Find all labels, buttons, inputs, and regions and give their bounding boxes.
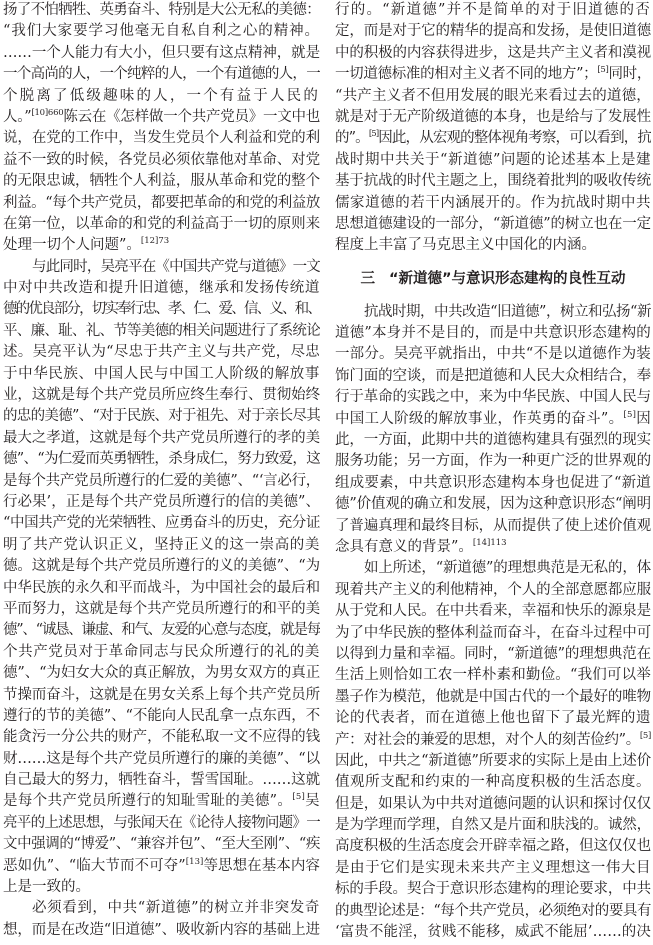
- text-line: [3, 620, 320, 641]
- line-text: 就是对于无产阶级道德的本身，也是给与了发展性: [335, 108, 651, 125]
- line-text: 节操而奋斗，这就是在男女关系上每个共产党员所: [3, 686, 320, 703]
- text-segment: 人。”: [3, 108, 32, 125]
- line-text: 德”、“为妇女大众的真正解放，为男女双方的真正: [3, 665, 320, 682]
- text-line: [3, 385, 320, 406]
- line-text: 但是，如果认为中共对道德问题的认识和探讨仅仅: [335, 795, 651, 812]
- text-segment: 吴: [305, 793, 320, 810]
- text-line: [3, 920, 320, 941]
- line-text: 从于党和人民。在中共看来，幸福和快乐的源泉是: [335, 603, 651, 620]
- line-text: 程度上丰富了马克思主义中国化的内涵。: [335, 237, 596, 254]
- text-line: [335, 794, 651, 815]
- text-line: [335, 451, 651, 472]
- text-line: [335, 537, 651, 558]
- text-line: [335, 922, 651, 943]
- text-line: [335, 473, 651, 494]
- line-text: 德”、“诚恳、谦虚、和气、友爱的心意与态度，就是每: [3, 622, 320, 639]
- line-text: 抗战时期，中共改造“旧道德”，树立和弘扬“新: [364, 303, 651, 320]
- line-text: 想，而是在改造“旧道德”、吸收新内容的基础上进: [3, 921, 320, 938]
- line-text: 述。吴亮平认为“尽忠于共产主义与共产党，尽忠: [3, 344, 320, 361]
- line-text: 上是一致的。: [3, 879, 90, 896]
- text-line: [3, 150, 320, 171]
- text-line: [335, 623, 651, 644]
- line-text: 道德”本身并不是目的，而是中共意识形态建构的: [335, 325, 651, 342]
- section-number: 三: [360, 270, 375, 287]
- text-segment: 一切道德标准的相对主义者不同的地方”；: [335, 66, 598, 83]
- text-line: [3, 770, 320, 791]
- line-text: 财……这是每个共产党员所遵行的廉的美德”、“以: [3, 750, 320, 767]
- citation-superscript: [5]: [623, 409, 637, 420]
- text-line: [3, 321, 320, 342]
- text-line: [335, 516, 651, 537]
- text-line: [335, 323, 651, 344]
- text-line: [3, 492, 320, 513]
- line-text: 德”价值观的确立和发展，因为这种意识形态“阐明: [335, 496, 651, 513]
- text-line: [335, 128, 651, 149]
- text-line: [3, 128, 320, 149]
- text-line: [335, 171, 651, 192]
- paragraph: [335, 558, 651, 943]
- line-text: 中华民族的永久和平而战斗，为中国社会的最后和: [3, 579, 320, 596]
- text-line: [335, 344, 651, 365]
- text-line: [3, 299, 320, 320]
- line-text: [335, 128, 651, 149]
- text-line: [3, 171, 320, 192]
- line-text: 现着共产主义的利他精神，个人的全部意愿都应服: [335, 581, 651, 598]
- text-line: [3, 535, 320, 556]
- text-line: [3, 471, 320, 492]
- line-text: 中对中共改造和提升旧道德，继承和发扬传统道: [3, 280, 320, 297]
- line-text: 益不一致的时候，各党员必须依靠他对革命、对党: [3, 151, 320, 168]
- line-text: 一个高尚的人，一个纯粹的人，一个有道德的人，一: [3, 66, 320, 83]
- line-text: 最大之孝道，这就是每个共产党员所遵行的孝的美: [3, 429, 320, 446]
- line-text: 行的。“新道德”并不是简单的对于旧道德的否: [335, 2, 651, 18]
- line-text: 与此同时，吴亮平在《中国共产党与道德》一文: [32, 258, 320, 275]
- line-text: [335, 409, 651, 430]
- line-text: 了普遍真理和最终目标，从而提供了使上述价值观: [335, 517, 651, 534]
- line-text: 一部分。吴亮平就指出，中共“不是以道德作为装: [335, 346, 651, 363]
- line-text: 墨子作为模范，他就是中国古代的一个最好的唯物: [335, 688, 651, 705]
- line-text: 德的优良部分，切实奉行忠、孝、仁、爱、信、义、和、: [3, 301, 320, 318]
- line-text: 以得到力量和幸福。同时，“新道德”的理想典范在: [335, 645, 651, 662]
- line-text: 此，一方面，此期中共的道德构建具有强烈的现实: [335, 432, 651, 449]
- line-text: [3, 791, 320, 812]
- citation-superscript: [5]: [597, 65, 609, 76]
- line-text: “我们大家要学习他毫无自私自利之心的精神。: [3, 23, 320, 40]
- line-text: 为了中华民族的整体利益而奋斗，在奋斗过程中可: [335, 624, 651, 641]
- text-line: [3, 663, 320, 684]
- text-segment: 产：对社会的兼爱的思想，对个人的刻苦俭约”。: [335, 731, 640, 748]
- citation-superscript: [5]: [639, 730, 651, 741]
- line-text: 组成要素，中共意识形态建构本身也促进了“新道: [335, 474, 651, 491]
- text-line: [3, 43, 320, 64]
- text-line: [3, 86, 320, 107]
- text-line: [335, 0, 651, 21]
- text-segment: 同时，: [608, 66, 651, 83]
- line-text: 德”、“为仁爱而英勇牺牲，杀身成仁，努力致爱，这: [3, 451, 320, 468]
- text-segment: 的”。: [335, 130, 369, 147]
- line-text: 论的代表者，而在道德上他也留下了最光辉的遗: [335, 710, 651, 727]
- text-line: [3, 449, 320, 470]
- section-heading: [335, 257, 651, 302]
- text-line: [3, 706, 320, 727]
- line-text: [3, 235, 169, 256]
- line-text: 能贪污一分公共的财产，不能私取一文不应得的钱: [3, 729, 320, 746]
- text-line: [3, 642, 320, 663]
- text-line: [335, 150, 651, 171]
- line-text: 是每个共产党员所遵行的仁爱的美德”、“‘言必行，: [3, 472, 320, 489]
- line-text: 如上所述，“新道德”的理想典范是无私的，体: [364, 560, 651, 577]
- line-text: 值观所支配和约束的一种高度积极的生活态度。: [335, 774, 651, 791]
- line-text: 扬了不怕牺牲、英勇奋斗、特别是大公无私的美德：: [3, 2, 320, 18]
- paragraph: [335, 302, 651, 559]
- text-line: [3, 214, 320, 235]
- text-line: [3, 599, 320, 620]
- text-line: [3, 749, 320, 770]
- line-text: [335, 64, 651, 85]
- text-segment: 念具有意义的背景”。: [335, 538, 473, 555]
- line-text: 生活上则恰如工农一样朴素和勤俭。“我们可以举: [335, 667, 651, 684]
- text-line: [335, 858, 651, 879]
- citation-superscript: [13]: [185, 856, 204, 867]
- text-line: [335, 86, 651, 107]
- line-text: 的忠的美德”、“对于民族、对于祖先、对于亲长尽其: [3, 408, 320, 425]
- text-line: [3, 235, 320, 256]
- line-text: 行必果’，正是每个共产党员所遵行的信的美德”、: [3, 493, 320, 510]
- text-line: [3, 856, 320, 877]
- line-text: [3, 856, 320, 877]
- line-text: 思想道德建设的一部分，“新道德”的树立也在一定: [335, 215, 651, 232]
- text-line: [335, 879, 651, 900]
- text-line: [335, 644, 651, 665]
- text-line: [3, 278, 320, 299]
- text-segment: 因此，从宏观的整体视角考察，可以看到，抗: [378, 130, 651, 147]
- text-line: [335, 730, 651, 751]
- line-text: 利益。“每个共产党员，都要把革命的和党的利益放: [3, 194, 320, 211]
- text-line: [3, 813, 320, 834]
- line-text: 平、廉、耻、礼、节等美德的相关问题进行了系统论: [3, 322, 320, 339]
- text-line: [3, 257, 320, 278]
- text-line: [335, 665, 651, 686]
- line-text: 的典型论述是：“每个共产党员，必须绝对的要具有: [335, 902, 651, 919]
- text-segment: 处理一切个人问题”。: [3, 237, 141, 254]
- text-line: [335, 580, 651, 601]
- line-text: 在第一位，以革命的和党的利益高于一切的原则来: [3, 215, 320, 232]
- citation-superscript: [5]: [292, 792, 306, 803]
- text-line: [3, 107, 320, 128]
- line-text: 文中强调的“博爱”、“兼容并包”、“至大至刚”、“疾: [3, 836, 320, 853]
- citation-superscript: [12]73: [140, 236, 170, 247]
- text-line: [335, 687, 651, 708]
- line-text: 行于革命的实践之中，来为中华民族、中国人民与: [335, 389, 651, 406]
- text-line: [3, 21, 320, 42]
- right-column-upper-text: [335, 0, 651, 257]
- line-text: [3, 107, 320, 128]
- text-line: [3, 342, 320, 363]
- text-line: [335, 214, 651, 235]
- text-line: [3, 834, 320, 855]
- citation-superscript: [14]113: [472, 537, 507, 548]
- line-text: 业，这就是每个共产党员所应终生奉行、贯彻始终: [3, 387, 320, 404]
- text-line: [3, 364, 320, 385]
- line-text: 平而努力，这就是每个共产党员所遵行的和平的美: [3, 600, 320, 617]
- text-line: [335, 815, 651, 836]
- citation-superscript: [5]: [368, 129, 379, 140]
- line-text: 饰门面的空谈，而是把道德和人民大众相结合，奉: [335, 367, 651, 384]
- paragraph: [3, 898, 320, 941]
- line-text: 遵行的节的美德”、“不能向人民乱拿一点东西，不: [3, 707, 320, 724]
- line-text: 的无限忠诚，牺牲个人利益，服从革命和党的整个: [3, 173, 320, 190]
- text-line: [335, 430, 651, 451]
- line-text: 是由于它们是实现未来共产主义理想这一伟大目: [335, 859, 651, 876]
- text-segment: 恶如仇”、“临大节而不可夺”: [3, 857, 186, 874]
- text-line: [3, 727, 320, 748]
- line-text: 于中华民族、中国人民与中国工人阶级的解放事: [3, 365, 320, 382]
- text-line: [335, 409, 651, 430]
- text-line: [335, 21, 651, 42]
- text-line: [335, 708, 651, 729]
- section-title: “新道德”与意识形态建构的良性互动: [388, 270, 626, 287]
- text-line: [335, 494, 651, 515]
- text-line: [3, 685, 320, 706]
- text-line: [335, 193, 651, 214]
- line-text: 标的手段。契合于意识形态建构的理论要求，中共: [335, 881, 651, 898]
- text-line: [335, 107, 651, 128]
- text-line: [3, 406, 320, 427]
- line-text: 德。这就是每个共产党员所遵行的义的美德”、“为: [3, 558, 320, 575]
- left-column: [3, 0, 320, 941]
- line-text: 服务功能；另一方面，作为一种更广泛的世界观的: [335, 453, 651, 470]
- text-line: [335, 366, 651, 387]
- text-line: [3, 193, 320, 214]
- text-line: [3, 578, 320, 599]
- line-text: 个脱离了低级趣味的人，一个有益于人民的: [3, 87, 320, 104]
- right-column-lower-text: [335, 302, 651, 944]
- text-line: [335, 43, 651, 64]
- line-text: 亮平的上述思想，与张闻天在《论待人接物问题》一: [3, 814, 320, 831]
- text-segment: 因: [636, 410, 651, 427]
- text-line: [335, 836, 651, 857]
- text-line: [335, 387, 651, 408]
- text-line: [335, 558, 651, 579]
- text-line: [3, 556, 320, 577]
- text-line: [335, 901, 651, 922]
- line-text: ‘富贵不能淫，贫贱不能移，威武不能屈’……的决: [335, 924, 651, 941]
- text-line: [335, 64, 651, 85]
- line-text: 因此，中共之“新道德”所要求的实际上是由上述价: [335, 752, 651, 769]
- text-line: [335, 601, 651, 622]
- line-text: “共产主义者不但用发展的眼光来看过去的道德，: [335, 87, 651, 104]
- text-segment: 中国工人阶级的解放事业，作英勇的奋斗”。: [335, 410, 624, 427]
- paragraph: [335, 0, 651, 257]
- line-text: 说，在党的工作中，当发生党员个人利益和党的利: [3, 130, 320, 147]
- text-line: [335, 751, 651, 772]
- text-line: [335, 772, 651, 793]
- text-line: [3, 513, 320, 534]
- text-line: [335, 302, 651, 323]
- line-text: [335, 537, 507, 558]
- text-line: [3, 898, 320, 919]
- line-text: 明了共产党认识正义，坚持正义的这一崇高的美: [3, 536, 320, 553]
- line-text: ……一个人能力有大小，但只要有这点精神，就是: [3, 44, 320, 61]
- line-text: 必须看到，中共“新道德”的树立并非突发奇: [32, 900, 320, 917]
- line-text: 儒家道德的若干内涵展开的。作为抗战时期中共: [335, 194, 651, 211]
- line-text: 个共产党员对于革命同志与民众所遵行的礼的美: [3, 643, 320, 660]
- text-line: [3, 877, 320, 898]
- text-segment: 等思想在基本内容: [203, 857, 320, 874]
- line-text: “中国共产党的光荣牺牲、应勇奋斗的历史，充分证: [3, 515, 320, 532]
- right-column: [335, 0, 651, 943]
- paragraph: [3, 0, 320, 257]
- text-line: [3, 791, 320, 812]
- line-text: 战时期中共关于“新道德”问题的论述基本上是建: [335, 151, 651, 168]
- text-line: [335, 235, 651, 256]
- line-text: 基于抗战的时代主题之上，围绕着批判的吸收传统: [335, 173, 651, 190]
- text-segment: 是每个共产党员所遵行的知耻雪耻的美德”。: [3, 793, 293, 810]
- line-text: 自己最大的努力，牺牲奋斗，誓雪国耻。……这就: [3, 772, 320, 789]
- text-line: [3, 64, 320, 85]
- citation-superscript: [10]660: [31, 107, 64, 118]
- line-text: 中的积极的内容获得进步，这是共产主义者和漠视: [335, 44, 651, 61]
- line-text: 高度积极的生活态度会开辟幸福之路，但这仅仅也: [335, 838, 651, 855]
- paragraph: [3, 257, 320, 899]
- text-segment: 陈云在《怎样做一个共产党员》一文中也: [63, 108, 320, 125]
- line-text: 是为学理而学理，自然又是片面和肤浅的。诚然，: [335, 817, 651, 834]
- text-line: [3, 428, 320, 449]
- text-line: [3, 0, 320, 21]
- line-text: [335, 730, 651, 751]
- line-text: 定，而是对于它的精华的提高和发扬，是使旧道德: [335, 23, 651, 40]
